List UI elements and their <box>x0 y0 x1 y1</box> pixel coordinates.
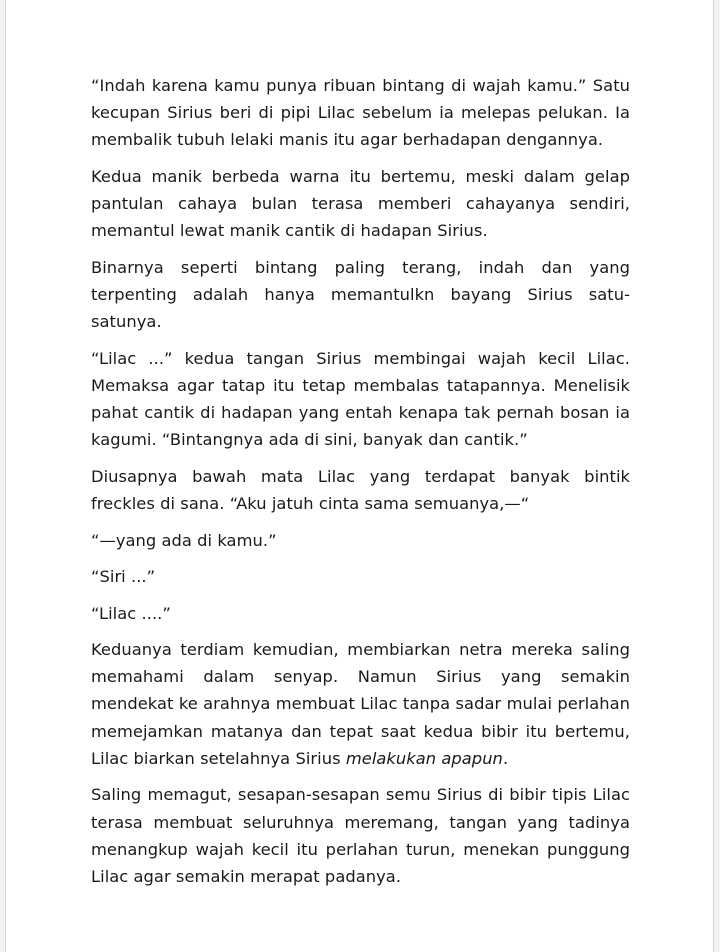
paragraph-7: “Siri ...” <box>91 567 156 587</box>
paragraph-9 <box>91 636 630 772</box>
paragraph-2: Kedua manik berbeda warna itu bertemu, meski dalam gelap pantulan cahaya bulan terasa memberi cahayanya sendiri, memantul lewat manik cantik di hadapan Sirius. <box>91 166 630 241</box>
paragraph-9-italic: melakukan apapun <box>345 748 503 768</box>
paragraph-6: “—yang ada di kamu.” <box>91 530 277 550</box>
document-body <box>91 72 630 899</box>
paragraph-9-end: . <box>502 748 509 768</box>
paragraph-4: “Lilac ...” kedua tangan Sirius membingai wajah kecil Lilac. Memaksa agar tatap itu tetap membalas tatapannya. Menelisik pahat cantik di hadapan yang entah kenapa tak pernah bosan ia kagumi. “Bintangnya ada di sini, banyak dan cantik.” <box>91 348 630 450</box>
paragraph-8: “Lilac ....” <box>91 603 171 623</box>
paragraph-5: Diusapnya bawah mata Lilac yang terdapat banyak bintik freckles di sana. “Aku jatuh cinta sama semuanya,—“ <box>91 466 630 514</box>
paragraph-1: “Indah karena kamu punya ribuan bintang di wajah kamu.” Satu kecupan Sirius beri di pipi Lilac sebelum ia melepas pelukan. Ia membalik tubuh lelaki manis itu agar berhadapan dengannya. <box>91 76 630 150</box>
paragraph-3: Binarnya seperti bintang paling terang, indah dan yang terpenting adalah hanya memantulkn bayang Sirius satu-satunya. <box>91 257 630 332</box>
paragraph-10: Saling memagut, sesapan-sesapan semu Sirius di bibir tipis Lilac terasa membuat seluruhnya meremang, tangan yang tadinya menangkup wajah kecil itu perlahan turun, menekan punggung Lilac agar semakin merapat padanya. <box>91 785 630 886</box>
document-page <box>5 0 714 952</box>
paragraph-9-text: Keduanya terdiam kemudian, membiarkan netra mereka saling memahami dalam senyap. Namun Sirius yang semakin mendekat ke arahnya membuat Lilac tanpa sadar mulai perlahan memejamkan matanya dan tepat saat kedua bibir itu bertemu, Lilac biarkan setelahnya Sirius <box>91 640 630 768</box>
